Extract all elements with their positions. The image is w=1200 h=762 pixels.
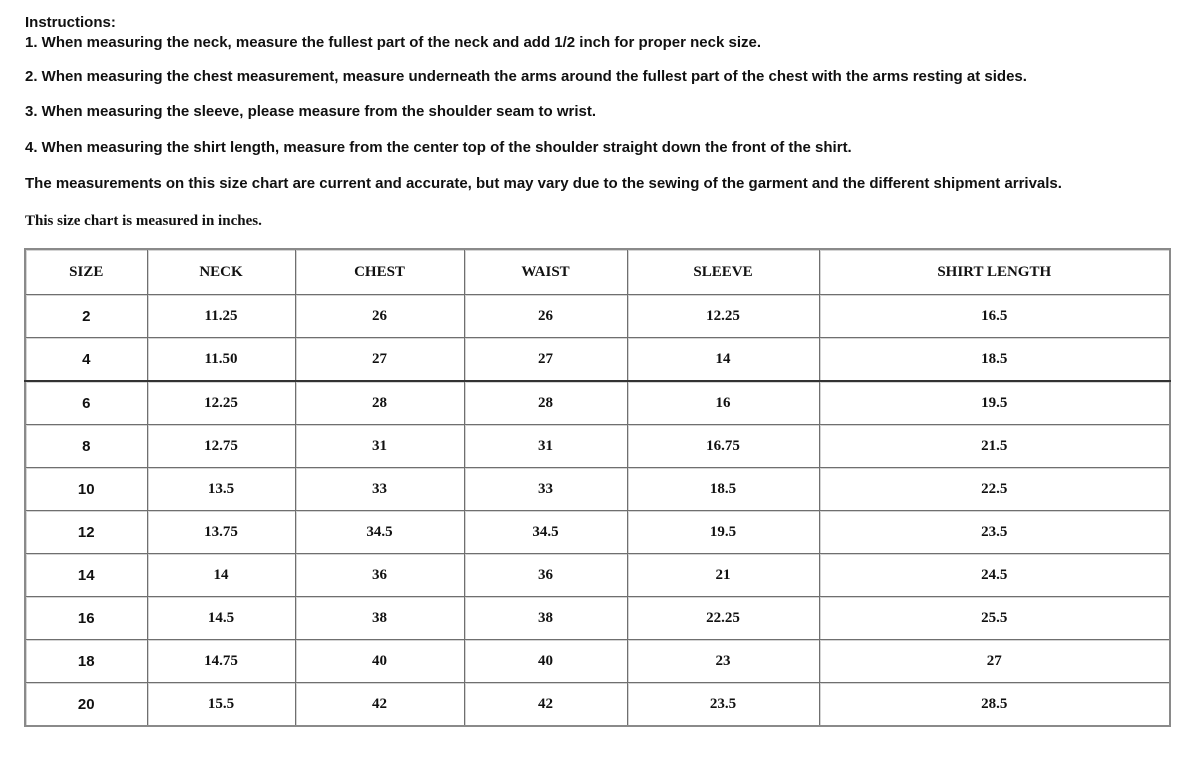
size-cell: 20	[25, 683, 147, 727]
table-row	[25, 597, 1170, 640]
shirt-length-cell: 23.5	[819, 511, 1170, 554]
chest-cell: 34.5	[295, 511, 464, 554]
sleeve-cell: 23	[627, 640, 819, 683]
chest-cell: 31	[295, 425, 464, 468]
size-cell: 16	[25, 597, 147, 640]
sleeve-cell: 12.25	[627, 295, 819, 338]
waist-cell: 27	[464, 338, 627, 382]
size-cell: 2	[25, 295, 147, 338]
waist-cell: 26	[464, 295, 627, 338]
waist-cell: 42	[464, 683, 627, 727]
header-shirt-length: SHIRT LENGTH	[819, 249, 1170, 295]
size-cell: 8	[25, 425, 147, 468]
sleeve-cell: 21	[627, 554, 819, 597]
shirt-length-cell: 28.5	[819, 683, 1170, 727]
header-size: SIZE	[25, 249, 147, 295]
table-row	[25, 683, 1170, 727]
instruction-sleeve: 3. When measuring the sleeve, please measure from the shoulder seam to wrist.	[25, 103, 597, 120]
neck-cell: 14.5	[147, 597, 295, 640]
table-row	[25, 640, 1170, 683]
shirt-length-cell: 25.5	[819, 597, 1170, 640]
neck-cell: 14.75	[147, 640, 295, 683]
neck-cell: 15.5	[147, 683, 295, 727]
neck-cell: 12.25	[147, 381, 295, 425]
size-cell: 18	[25, 640, 147, 683]
size-cell: 4	[25, 338, 147, 382]
chest-cell: 26	[295, 295, 464, 338]
table-row	[25, 554, 1170, 597]
table-row	[25, 295, 1170, 338]
shirt-length-cell: 27	[819, 640, 1170, 683]
sleeve-cell: 16	[627, 381, 819, 425]
measurement-disclaimer: The measurements on this size chart are current and accurate, but may vary due to the sewing of the garment and the different shipment arrivals.	[25, 175, 1062, 192]
table-row	[25, 425, 1170, 468]
neck-cell: 11.25	[147, 295, 295, 338]
instruction-chest: 2. When measuring the chest measurement, measure underneath the arms around the fullest part of the chest with the arms resting at sides.	[25, 68, 1027, 85]
neck-cell: 12.75	[147, 425, 295, 468]
chest-cell: 33	[295, 468, 464, 511]
sleeve-cell: 18.5	[627, 468, 819, 511]
shirt-length-cell: 21.5	[819, 425, 1170, 468]
waist-cell: 31	[464, 425, 627, 468]
size-cell: 12	[25, 511, 147, 554]
header-neck: NECK	[147, 249, 295, 295]
neck-cell: 13.75	[147, 511, 295, 554]
waist-cell: 40	[464, 640, 627, 683]
sleeve-cell: 19.5	[627, 511, 819, 554]
table-header-row	[25, 249, 1170, 295]
sleeve-cell: 16.75	[627, 425, 819, 468]
instruction-shirt-length: 4. When measuring the shirt length, measure from the center top of the shoulder straight down the front of the shirt.	[25, 139, 852, 156]
waist-cell: 38	[464, 597, 627, 640]
instruction-neck: 1. When measuring the neck, measure the fullest part of the neck and add 1/2 inch for proper neck size.	[25, 34, 762, 51]
waist-cell: 28	[464, 381, 627, 425]
neck-cell: 13.5	[147, 468, 295, 511]
chest-cell: 27	[295, 338, 464, 382]
chest-cell: 38	[295, 597, 464, 640]
table-row	[25, 511, 1170, 554]
size-cell: 6	[25, 381, 147, 425]
waist-cell: 34.5	[464, 511, 627, 554]
shirt-length-cell: 18.5	[819, 338, 1170, 382]
size-cell: 10	[25, 468, 147, 511]
sleeve-cell: 14	[627, 338, 819, 382]
size-chart-table	[24, 248, 1171, 727]
waist-cell: 36	[464, 554, 627, 597]
size-cell: 14	[25, 554, 147, 597]
chest-cell: 28	[295, 381, 464, 425]
chest-cell: 40	[295, 640, 464, 683]
waist-cell: 33	[464, 468, 627, 511]
neck-cell: 14	[147, 554, 295, 597]
header-waist: WAIST	[464, 249, 627, 295]
shirt-length-cell: 22.5	[819, 468, 1170, 511]
header-chest: CHEST	[295, 249, 464, 295]
sleeve-cell: 22.25	[627, 597, 819, 640]
table-row	[25, 468, 1170, 511]
shirt-length-cell: 19.5	[819, 381, 1170, 425]
chest-cell: 42	[295, 683, 464, 727]
shirt-length-cell: 24.5	[819, 554, 1170, 597]
shirt-length-cell: 16.5	[819, 295, 1170, 338]
chest-cell: 36	[295, 554, 464, 597]
sleeve-cell: 23.5	[627, 683, 819, 727]
unit-note: This size chart is measured in inches.	[25, 213, 262, 229]
table-row	[25, 338, 1170, 382]
neck-cell: 11.50	[147, 338, 295, 382]
instructions-heading: Instructions:	[25, 14, 116, 31]
header-sleeve: SLEEVE	[627, 249, 819, 295]
table-row	[25, 381, 1170, 425]
